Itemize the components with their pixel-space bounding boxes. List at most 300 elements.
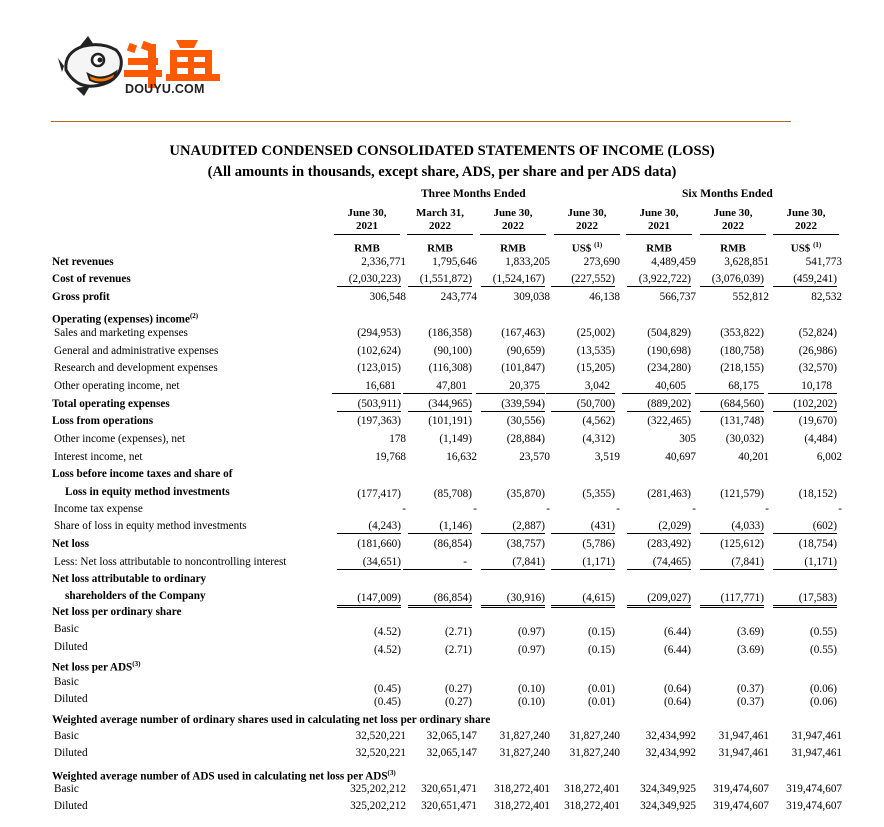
table-cell: 319,474,607 [713, 783, 769, 795]
table-cell: (0.64) [663, 683, 691, 695]
column-currency [407, 239, 473, 256]
row-label-text: General and administrative expenses [54, 345, 219, 357]
table-cell: 23,570 [519, 451, 550, 463]
table-cell: 31,947,461 [791, 747, 842, 759]
table-row [0, 326, 884, 341]
column-date: June 30, [347, 207, 387, 219]
currency-footnote: (1) [594, 241, 603, 249]
row-label [52, 572, 206, 587]
table-cell: (7,841) [700, 555, 764, 570]
table-cell: 566,737 [659, 291, 696, 303]
table-row [0, 640, 884, 655]
table-cell: (30,916) [481, 591, 545, 608]
row-label-text: Basic [54, 676, 79, 688]
column-year: 2022 [773, 220, 839, 235]
table-row [0, 290, 884, 305]
table-cell: 32,434,992 [645, 730, 696, 742]
column-currency [626, 239, 692, 256]
row-label-text: shareholders of the Company [65, 590, 206, 602]
table-cell: (6.44) [663, 644, 691, 656]
table-cell: 309,038 [513, 291, 550, 303]
table-row [0, 675, 884, 695]
table-row [0, 622, 884, 637]
table-cell: (52,824) [798, 327, 837, 339]
table-cell: 1,833,205 [505, 256, 550, 268]
row-label-text: Share of loss in equity method investments [54, 520, 247, 532]
table-row [0, 309, 884, 324]
table-cell: 318,272,401 [564, 800, 620, 812]
table-cell: (459,241) [773, 272, 837, 287]
table-row [0, 782, 884, 797]
row-label [54, 729, 79, 744]
row-label [54, 675, 79, 690]
table-row [0, 502, 884, 517]
row-label-text: Operating (expenses) income [52, 313, 190, 326]
table-cell: (2,029) [627, 519, 691, 534]
table-cell: (503,911) [337, 397, 401, 412]
row-label-text: Weighted average number of ordinary shares used in calculating net loss per ordinary share [52, 714, 491, 726]
table-row [0, 589, 884, 604]
table-cell: 47,801 [403, 379, 472, 394]
table-cell: 325,202,212 [350, 783, 406, 795]
table-cell: (101,847) [501, 362, 545, 374]
row-label [52, 255, 114, 270]
table-row [0, 537, 884, 552]
row-label [65, 485, 230, 500]
table-cell: (34,651) [337, 555, 401, 570]
table-cell: 318,272,401 [494, 783, 550, 795]
table-cell: (28,884) [506, 433, 545, 445]
row-label [54, 326, 188, 341]
table-cell: (38,757) [506, 538, 545, 550]
table-cell: 31,947,461 [718, 730, 769, 742]
column-header [480, 207, 546, 256]
row-label [52, 467, 232, 482]
table-cell: (2,030,223) [337, 272, 401, 287]
table-cell: 325,202,212 [350, 800, 406, 812]
table-cell: (0.06) [809, 683, 837, 695]
table-cell: (209,027) [627, 591, 691, 608]
table-cell: (5,355) [582, 488, 615, 500]
table-row [0, 692, 884, 707]
table-cell: 6,002 [816, 451, 842, 463]
table-cell: (0.55) [809, 626, 837, 638]
column-date: June 30, [493, 207, 533, 219]
table-cell: 31,947,461 [791, 730, 842, 742]
column-date: March 31, [415, 207, 465, 219]
table-cell: 320,651,471 [421, 800, 477, 812]
row-label [54, 361, 218, 376]
column-header [773, 207, 839, 256]
table-cell: (234,280) [647, 362, 691, 374]
table-cell: (684,560) [700, 397, 764, 412]
table-cell: 306,548 [369, 291, 406, 303]
table-cell: (4,033) [700, 519, 764, 534]
column-date: June 30, [713, 207, 753, 219]
table-cell: (147,009) [337, 591, 401, 608]
currency-label: RMB [720, 242, 746, 255]
row-label-text: Gross profit [52, 291, 110, 303]
table-cell: (283,492) [647, 538, 691, 550]
table-cell: (116,308) [428, 362, 472, 374]
column-year: 2021 [334, 220, 400, 235]
table-cell: 19,768 [375, 451, 406, 463]
table-row [0, 272, 884, 287]
row-label-text: Net loss attributable to ordinary [52, 573, 207, 585]
table-cell: (1,171) [773, 555, 837, 570]
table-cell: (0.01) [587, 696, 615, 708]
table-cell: 16,632 [446, 451, 477, 463]
table-cell: (431) [551, 519, 615, 534]
table-cell: 305 [679, 433, 696, 445]
row-label-text: Weighted average number of ADS used in calculating net loss per ADS [52, 770, 388, 783]
row-label-text: Basic [54, 623, 79, 635]
row-label-text: Diluted [54, 747, 88, 759]
row-label-text: Net loss per ADS [52, 661, 133, 674]
table-cell: 319,474,607 [713, 800, 769, 812]
row-label-text: Income tax expense [54, 503, 143, 515]
column-date: June 30, [639, 207, 679, 219]
table-cell: (294,953) [357, 327, 401, 339]
table-cell: - [838, 503, 842, 515]
currency-label: RMB [646, 242, 672, 255]
table-cell: (227,552) [551, 272, 615, 287]
column-currency [554, 239, 620, 256]
table-cell: (30,032) [725, 433, 764, 445]
table-cell: (504,829) [647, 327, 691, 339]
table-cell: (0.37) [736, 683, 764, 695]
table-cell: 32,065,147 [426, 730, 477, 742]
table-cell: 31,827,240 [569, 747, 620, 759]
table-cell: 31,827,240 [569, 730, 620, 742]
table-cell: (6.44) [663, 626, 691, 638]
table-cell: 324,349,925 [640, 783, 696, 795]
row-label [54, 502, 143, 517]
row-label-text: Cost of revenues [52, 273, 131, 285]
table-cell: (85,708) [433, 488, 472, 500]
row-footnote: (2) [189, 312, 199, 320]
column-currency [480, 239, 546, 256]
table-cell: (102,202) [773, 397, 837, 412]
table-row [0, 746, 884, 761]
table-cell: (5,786) [582, 538, 615, 550]
table-cell: (35,870) [506, 488, 545, 500]
row-label [52, 290, 110, 305]
table-cell: (1,551,872) [408, 272, 472, 287]
table-cell: (0.15) [587, 626, 615, 638]
table-cell: (0.01) [587, 683, 615, 695]
table-cell: (602) [773, 519, 837, 534]
row-label [54, 746, 88, 761]
row-label-text: Net loss per ordinary share [52, 606, 182, 618]
row-label-text: Basic [54, 730, 79, 742]
table-cell: (121,579) [720, 488, 764, 500]
table-cell: (180,758) [720, 345, 764, 357]
currency-label: RMB [427, 242, 453, 255]
column-year: 2022 [700, 220, 766, 235]
table-cell: (1,524,167) [481, 272, 545, 287]
table-cell: (3.69) [736, 644, 764, 656]
column-header [334, 207, 400, 256]
table-cell: (4,484) [804, 433, 837, 445]
table-cell: (2.71) [444, 626, 472, 638]
table-cell: (26,986) [798, 345, 837, 357]
table-cell: 16,681 [332, 379, 401, 394]
table-cell: (4,562) [582, 415, 615, 427]
table-cell: (0.10) [517, 683, 545, 695]
table-cell: (90,100) [433, 345, 472, 357]
table-cell: 31,947,461 [718, 747, 769, 759]
table-cell: 4,489,459 [651, 256, 696, 268]
table-row [0, 729, 884, 744]
table-row [0, 713, 884, 728]
row-label [54, 622, 79, 637]
table-cell: 40,201 [738, 451, 769, 463]
column-currency [334, 239, 400, 256]
table-cell: (344,965) [408, 397, 472, 412]
table-cell: (177,417) [357, 488, 401, 500]
table-cell: (123,015) [357, 362, 401, 374]
table-cell: - [546, 503, 550, 515]
row-label [54, 640, 88, 655]
row-label [65, 589, 206, 604]
row-label-text: Net loss [52, 538, 89, 550]
row-label [54, 432, 185, 447]
table-cell: - [403, 555, 472, 570]
table-cell: (167,463) [501, 327, 545, 339]
table-cell: 319,474,607 [786, 800, 842, 812]
table-row [0, 344, 884, 359]
row-label [52, 309, 198, 328]
row-label-text: Loss before income taxes and share of [52, 468, 233, 480]
statement-subtitle: (All amounts in thousands, except share, ADS, per share and per ADS data) [207, 164, 677, 180]
table-cell: 552,812 [732, 291, 769, 303]
table-cell: 318,272,401 [494, 800, 550, 812]
row-label-text: Other income (expenses), net [54, 433, 186, 445]
currency-footnote: (1) [813, 241, 822, 249]
row-label [52, 397, 170, 412]
row-label [52, 537, 89, 552]
row-label [52, 272, 131, 287]
table-cell: (15,205) [576, 362, 615, 374]
table-row [0, 519, 884, 534]
table-cell: (19,670) [798, 415, 837, 427]
table-cell: (0.06) [809, 696, 837, 708]
table-cell: (2.71) [444, 644, 472, 656]
table-cell: 541,773 [805, 256, 842, 268]
table-cell: 82,532 [811, 291, 842, 303]
row-label-text: Less: Net loss attributable to noncontrolling interest [54, 556, 287, 568]
table-cell: 20,375 [476, 379, 545, 394]
logo-text: DOUYU.COM [125, 82, 205, 96]
column-year: 2022 [554, 220, 620, 235]
table-row [0, 555, 884, 570]
table-cell: (4,243) [337, 519, 401, 534]
table-cell: (4.52) [373, 626, 401, 638]
row-footnote: (3) [132, 660, 141, 668]
table-cell: 273,690 [583, 256, 620, 268]
table-cell: (218,155) [720, 362, 764, 374]
table-cell: 3,042 [546, 379, 615, 394]
table-cell: (181,660) [357, 538, 401, 550]
table-cell: 46,138 [589, 291, 620, 303]
table-cell: (17,583) [773, 591, 837, 608]
column-header [554, 207, 620, 256]
table-cell: 32,520,221 [355, 730, 406, 742]
row-label-text: Other operating income, net [54, 380, 180, 392]
table-cell: 2,336,771 [361, 256, 406, 268]
table-cell: 40,605 [622, 379, 691, 394]
row-label-text: Loss from operations [52, 415, 154, 427]
table-cell: 40,697 [665, 451, 696, 463]
table-cell: (18,754) [798, 538, 837, 550]
table-cell: 3,519 [594, 451, 620, 463]
row-label-text: Basic [54, 783, 79, 795]
table-row [0, 361, 884, 376]
table-cell: - [765, 503, 769, 515]
currency-label: US$ [571, 242, 592, 255]
table-cell: (339,594) [481, 397, 545, 412]
table-cell: 243,774 [440, 291, 477, 303]
table-cell: (50,700) [551, 397, 615, 412]
table-cell: (1,146) [408, 519, 472, 534]
table-cell: (197,363) [357, 415, 401, 427]
table-cell: (74,465) [627, 555, 691, 570]
table-cell: (0.55) [809, 644, 837, 656]
table-row [0, 467, 884, 482]
table-cell: - [473, 503, 477, 515]
table-row [0, 657, 884, 672]
row-label-text: Diluted [54, 641, 88, 653]
column-year: 2022 [480, 220, 546, 235]
row-label-text: Total operating expenses [52, 398, 170, 410]
table-cell: - [692, 503, 696, 515]
table-cell: 31,827,240 [499, 747, 550, 759]
table-cell: (0.64) [663, 696, 691, 708]
column-year: 2021 [626, 220, 692, 235]
row-label [54, 799, 88, 814]
table-cell: (1,171) [551, 555, 615, 570]
column-date: June 30, [786, 207, 826, 219]
table-cell: (353,822) [720, 327, 764, 339]
header-rule [51, 121, 791, 122]
table-cell: (281,463) [647, 488, 691, 500]
row-label [52, 657, 140, 676]
table-cell: (0.15) [587, 644, 615, 656]
table-row [0, 605, 884, 620]
table-cell: (7,841) [481, 555, 545, 570]
table-cell: 178 [389, 433, 406, 445]
row-label [54, 379, 180, 394]
table-cell: - [402, 503, 406, 515]
table-cell: 68,175 [695, 379, 764, 394]
table-cell: 324,349,925 [640, 800, 696, 812]
table-cell: (30,556) [506, 415, 545, 427]
table-row [0, 432, 884, 447]
row-label [54, 692, 88, 707]
row-label [54, 782, 79, 797]
table-cell: (0.97) [517, 644, 545, 656]
table-cell: (3,076,039) [700, 272, 764, 287]
table-cell: (2,887) [481, 519, 545, 534]
table-row [0, 397, 884, 412]
table-cell: 10,178 [768, 379, 837, 394]
table-cell: (13,535) [576, 345, 615, 357]
table-row [0, 572, 884, 587]
row-label-text: Interest income, net [54, 451, 143, 463]
table-cell: (186,358) [428, 327, 472, 339]
currency-label: RMB [354, 242, 380, 255]
table-cell: 318,272,401 [564, 783, 620, 795]
column-header [626, 207, 692, 256]
table-cell: (32,570) [798, 362, 837, 374]
table-cell: (3.69) [736, 626, 764, 638]
table-cell: 32,434,992 [645, 747, 696, 759]
row-label [52, 713, 490, 728]
table-row [0, 799, 884, 814]
table-cell: (0.27) [444, 683, 472, 695]
row-label-text: Sales and marketing expenses [54, 327, 188, 339]
row-label [54, 450, 143, 465]
column-currency [773, 239, 839, 256]
table-cell: 1,795,646 [432, 256, 477, 268]
table-cell: (0.97) [517, 626, 545, 638]
table-cell: 32,065,147 [426, 747, 477, 759]
table-row [0, 485, 884, 500]
table-cell: (4,615) [551, 591, 615, 608]
table-cell: (0.27) [444, 696, 472, 708]
table-cell: (4.52) [373, 644, 401, 656]
row-label [52, 605, 181, 620]
table-cell: (125,612) [720, 538, 764, 550]
statement-title: UNAUDITED CONDENSED CONSOLIDATED STATEMENTS OF INCOME (LOSS) [169, 143, 715, 159]
row-label-text: Loss in equity method investments [65, 486, 230, 498]
table-cell: (4,312) [582, 433, 615, 445]
table-cell: (18,152) [798, 488, 837, 500]
table-cell: (0.45) [373, 696, 401, 708]
table-cell: (101,191) [428, 415, 472, 427]
row-label-text: Research and development expenses [54, 362, 218, 374]
table-row [0, 766, 884, 781]
column-header [407, 207, 473, 256]
table-cell: 3,628,851 [724, 256, 769, 268]
row-label [52, 414, 153, 429]
row-label [54, 344, 218, 359]
table-cell: (322,465) [647, 415, 691, 427]
table-cell: (117,771) [700, 591, 764, 608]
table-cell: (0.10) [517, 696, 545, 708]
currency-label: RMB [500, 242, 526, 255]
table-cell: (190,698) [647, 345, 691, 357]
table-row [0, 414, 884, 429]
table-cell: (86,854) [408, 591, 472, 608]
table-cell: (86,854) [433, 538, 472, 550]
row-label-text: Diluted [54, 800, 88, 812]
table-cell: (0.45) [373, 683, 401, 695]
table-cell: 32,520,221 [355, 747, 406, 759]
group-six-months: Six Months Ended [682, 188, 773, 200]
table-cell: (1,149) [439, 433, 472, 445]
table-cell: 320,651,471 [421, 783, 477, 795]
row-footnote: (3) [387, 769, 396, 777]
table-cell: (131,748) [720, 415, 764, 427]
currency-label: US$ [790, 242, 811, 255]
column-year: 2022 [407, 220, 473, 235]
table-row [0, 450, 884, 465]
table-cell: (889,202) [627, 397, 691, 412]
table-cell: - [616, 503, 620, 515]
table-cell: 31,827,240 [499, 730, 550, 742]
